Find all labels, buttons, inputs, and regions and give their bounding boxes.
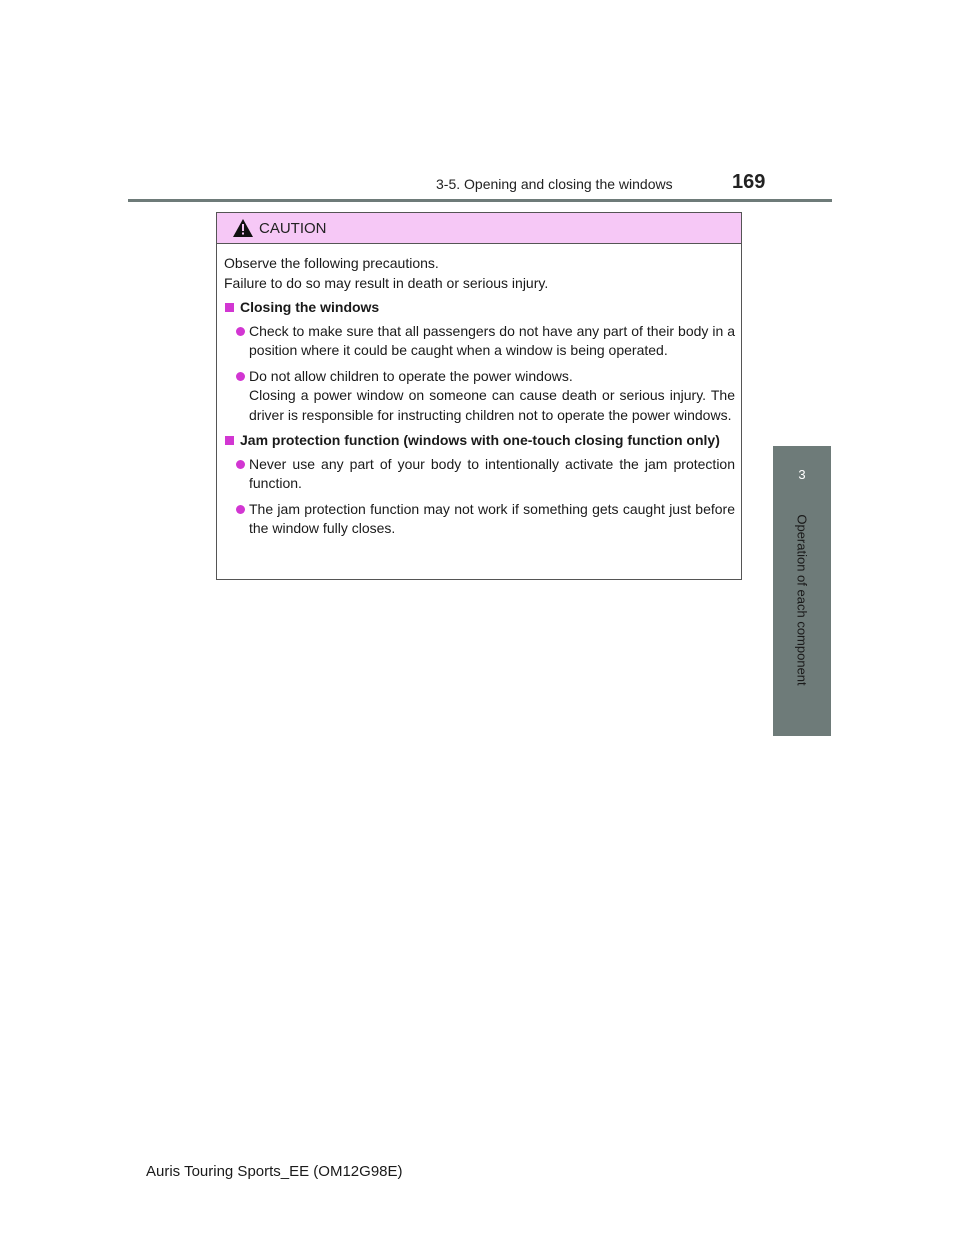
round-bullet-icon xyxy=(236,505,245,514)
caution-intro: Observe the following precautions. xyxy=(224,255,439,271)
list-item xyxy=(224,500,735,539)
section-heading xyxy=(224,431,735,451)
header-divider xyxy=(128,199,832,202)
page-number: 169 xyxy=(732,171,766,193)
footer-model-text: Auris Touring Sports_EE (OM12G98E) xyxy=(146,1163,403,1180)
list-item-text: Closing a power window on someone can cause death or serious injury. The driver is responsible for instructing children not to operate the power windows. xyxy=(249,387,735,423)
list-item-text: Never use any part of your body to intentionally activate the jam protection function. xyxy=(249,455,735,491)
caution-header xyxy=(217,213,741,244)
square-bullet-icon xyxy=(225,303,234,312)
caution-body xyxy=(217,244,741,539)
chapter-tab-number: 3 xyxy=(773,446,831,504)
round-bullet-icon xyxy=(236,327,245,336)
round-bullet-icon xyxy=(236,372,245,381)
list-item xyxy=(224,322,735,361)
list-item xyxy=(224,367,735,426)
list-item xyxy=(224,455,735,494)
caution-box xyxy=(216,212,742,580)
section-heading-text: Jam protection function (windows with one-touch closing function only) xyxy=(240,432,720,448)
list-item-text: Check to make sure that all passengers do not have any part of their body in a position where it could be caught when a window is being operated. xyxy=(249,322,735,358)
section-title: 3-5. Opening and closing the windows xyxy=(436,176,673,192)
caution-intro: Failure to do so may result in death or serious injury. xyxy=(224,274,549,291)
section-heading xyxy=(224,298,735,318)
round-bullet-icon xyxy=(236,460,245,469)
list-item-text: Do not allow children to operate the power windows. xyxy=(249,367,573,384)
section-heading-text: Closing the windows xyxy=(240,299,380,315)
chapter-tab-label: Operation of each component xyxy=(794,514,810,686)
caution-title: CAUTION xyxy=(259,220,327,237)
square-bullet-icon xyxy=(225,436,234,445)
warning-triangle-icon xyxy=(233,219,253,237)
list-item-text: The jam protection function may not work if something gets caught just before the window fully closes. xyxy=(249,500,735,536)
